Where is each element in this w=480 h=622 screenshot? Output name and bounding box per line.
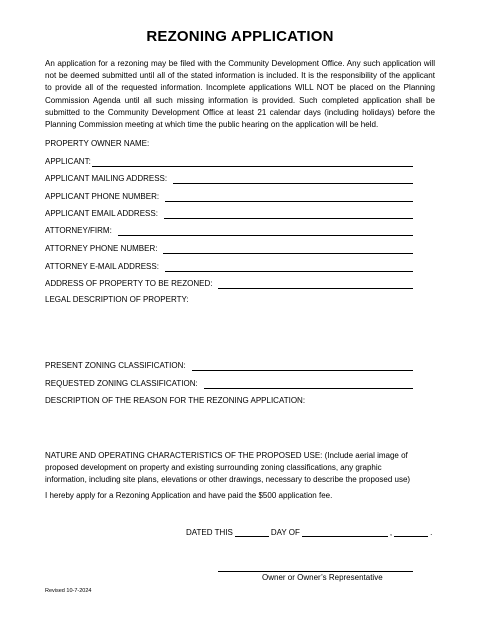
legal-description-label: LEGAL DESCRIPTION OF PROPERTY: [45, 295, 189, 304]
applicant-row [45, 155, 413, 167]
applicant-label: APPLICANT: [45, 157, 91, 166]
requested-zoning-row [45, 377, 413, 389]
attorney-field[interactable] [118, 226, 413, 236]
intro-paragraph: An application for a rezoning may be filed with the Community Development Office. Any such application will not be deemed submitted until all of the stated information is included. It is the responsibility of the applicant to provide all of the requested information. Incomplete applications WILL NOT be placed on the Planning Commission Agenda until all such missing information is provided. Such completed application shall be submitted to the Community Development Office at least 21 calendar days (including holidays) before the Planning Commission meeting at which time the public hearing on the application will be held. [45, 59, 435, 130]
attorney-email-row [45, 260, 413, 272]
attorney-phone-label: ATTORNEY PHONE NUMBER: [45, 244, 158, 253]
present-zoning-row [45, 359, 413, 371]
phone-label: APPLICANT PHONE NUMBER: [45, 192, 160, 201]
attorney-email-label: ATTORNEY E-MAIL ADDRESS: [45, 262, 159, 271]
nature-paragraph: NATURE AND OPERATING CHARACTERISTICS OF THE PROPOSED USE: (Include aerial image of proposed development on property and existing surrounding zoning classifications, any graphic information, including site plans, elevations or other drawings, necessary to describe the proposed use) [45, 451, 411, 485]
property-address-label: ADDRESS OF PROPERTY TO BE REZONED: [45, 279, 213, 288]
date-period: . [430, 528, 433, 537]
applicant-field[interactable] [92, 157, 413, 167]
attorney-row [45, 224, 413, 236]
month-field[interactable] [302, 527, 388, 537]
property-address-row [45, 277, 413, 289]
day-field[interactable] [235, 527, 269, 537]
property-owner-label: PROPERTY OWNER NAME: [45, 139, 150, 148]
page-title: REZONING APPLICATION [146, 28, 334, 45]
mailing-address-field[interactable] [173, 174, 413, 184]
present-zoning-field[interactable] [192, 361, 413, 371]
present-zoning-label: PRESENT ZONING CLASSIFICATION: [45, 361, 186, 370]
fee-statement: I hereby apply for a Rezoning Application and have paid the $500 application fee. [45, 491, 333, 500]
attorney-label: ATTORNEY/FIRM: [45, 226, 112, 235]
signature-label: Owner or Owner’s Representative [262, 573, 383, 582]
property-address-field[interactable] [218, 279, 413, 289]
mailing-address-row [45, 172, 413, 184]
dated-row [186, 527, 432, 537]
property-owner-row [45, 137, 413, 149]
signature-line[interactable] [218, 571, 413, 572]
email-row [45, 207, 413, 219]
attorney-phone-row [45, 242, 413, 254]
phone-row [45, 190, 413, 202]
mailing-address-label: APPLICANT MAILING ADDRESS: [45, 174, 168, 183]
email-field[interactable] [164, 209, 413, 219]
requested-zoning-field[interactable] [204, 379, 413, 389]
dated-this-label: DATED THIS [186, 528, 233, 537]
year-field[interactable] [394, 527, 428, 537]
email-label: APPLICANT EMAIL ADDRESS: [45, 209, 158, 218]
attorney-phone-field[interactable] [163, 244, 413, 254]
reason-label: DESCRIPTION OF THE REASON FOR THE REZONING APPLICATION: [45, 396, 306, 405]
phone-field[interactable] [165, 192, 413, 202]
date-comma: , [389, 528, 393, 537]
day-of-label: DAY OF [270, 528, 300, 537]
attorney-email-field[interactable] [165, 262, 413, 272]
requested-zoning-label: REQUESTED ZONING CLASSIFICATION: [45, 379, 198, 388]
revised-date: Revised 10-7-2024 [45, 588, 92, 594]
